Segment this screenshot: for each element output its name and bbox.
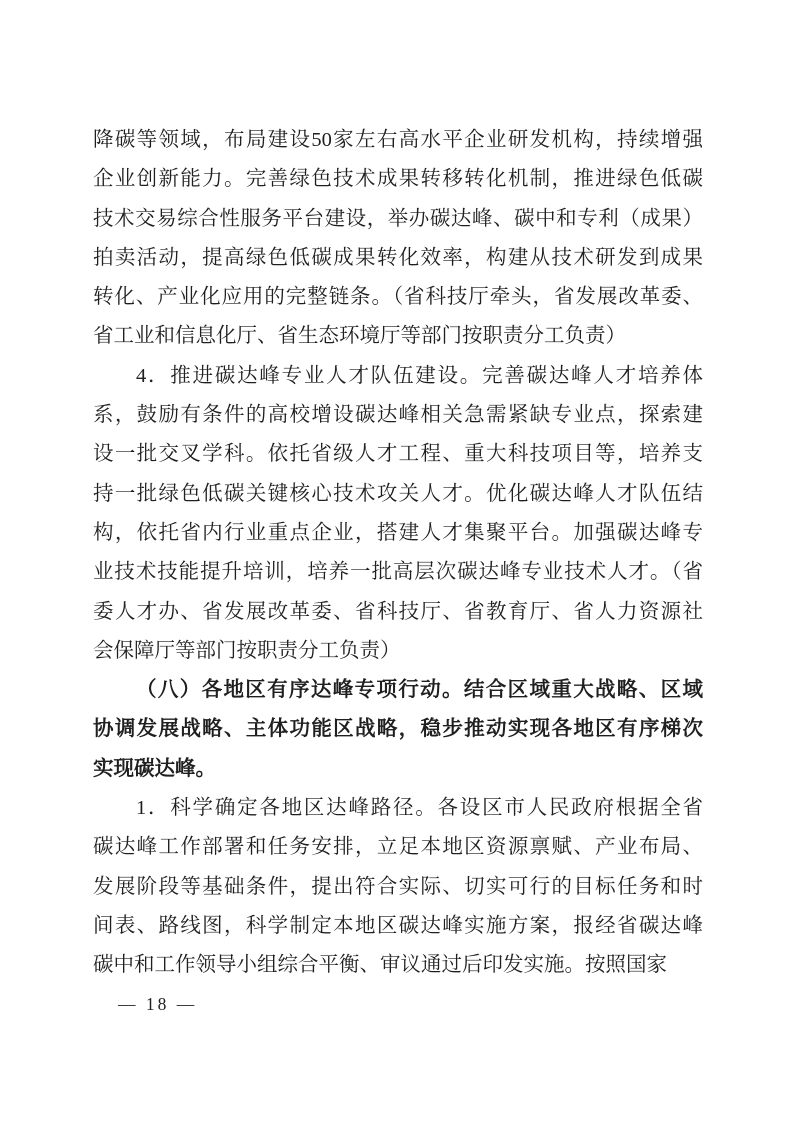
text-line: 转化、产业化应用的完整链条。（省科技厅牵头，省发展改革委、: [93, 286, 703, 309]
text-line: 业技术技能提升培训，培养一批高层次碳达峰专业技术人才。（省: [93, 561, 703, 584]
text-line: 碳达峰工作部署和任务安排，立足本地区资源禀赋、产业布局、: [93, 836, 703, 859]
text-line: 省工业和信息化厅、省生态环境厅等部门按职责分工负责）: [93, 325, 626, 348]
text-line: 委人才办、省发展改革委、省科技厅、省教育厅、省人力资源社: [93, 600, 703, 623]
text-line: 系，鼓励有条件的高校增设碳达峰相关急需紧缺专业点，探索建: [93, 404, 703, 427]
text-line: （八）各地区有序达峰专项行动。结合区域重大战略、区域: [136, 679, 703, 702]
text-line: 拍卖活动，提高绿色低碳成果转化效率，构建从技术研发到成果: [93, 246, 703, 269]
page-number: — 18 —: [118, 994, 198, 1014]
text-line: 降碳等领域，布局建设50家左右高水平企业研发机构，持续增强: [93, 129, 703, 151]
text-line: 技术交易综合性服务平台建设，举办碳达峰、碳中和专利（成果）: [93, 207, 703, 230]
text-line: 4．推进碳达峰专业人才队伍建设。完善碳达峰人才培养体: [136, 364, 703, 387]
document-text-block: [93, 121, 703, 986]
text-line: 会保障厅等部门按职责分工负责）: [93, 639, 401, 662]
text-line: 实现碳达峰。: [93, 757, 216, 780]
paragraph: [93, 121, 703, 357]
text-line: 企业创新能力。完善绿色技术成果转移转化机制，推进绿色低碳: [93, 168, 703, 191]
text-line: 持一批绿色低碳关键核心技术攻关人才。优化碳达峰人才队伍结: [93, 482, 703, 505]
text-line: 1．科学确定各地区达峰路径。各设区市人民政府根据全省: [136, 797, 703, 820]
text-line: 间表、路线图，科学制定本地区碳达峰实施方案，报经省碳达峰: [93, 914, 703, 937]
page-footer: [118, 992, 197, 1016]
paragraph: [93, 671, 703, 789]
text-line: 构，依托省内行业重点企业，搭建人才集聚平台。加强碳达峰专: [93, 521, 703, 544]
text-line: 碳中和工作领导小组综合平衡、审议通过后印发实施。按照国家: [93, 954, 667, 977]
text-line: 协调发展战略、主体功能区战略，稳步推动实现各地区有序梯次: [93, 718, 703, 741]
paragraph: [93, 357, 703, 671]
text-line: 设一批交叉学科。依托省级人才工程、重大科技项目等，培养支: [93, 443, 703, 466]
text-line: 发展阶段等基础条件，提出符合实际、切实可行的目标任务和时: [93, 875, 703, 898]
paragraph: [93, 789, 703, 985]
